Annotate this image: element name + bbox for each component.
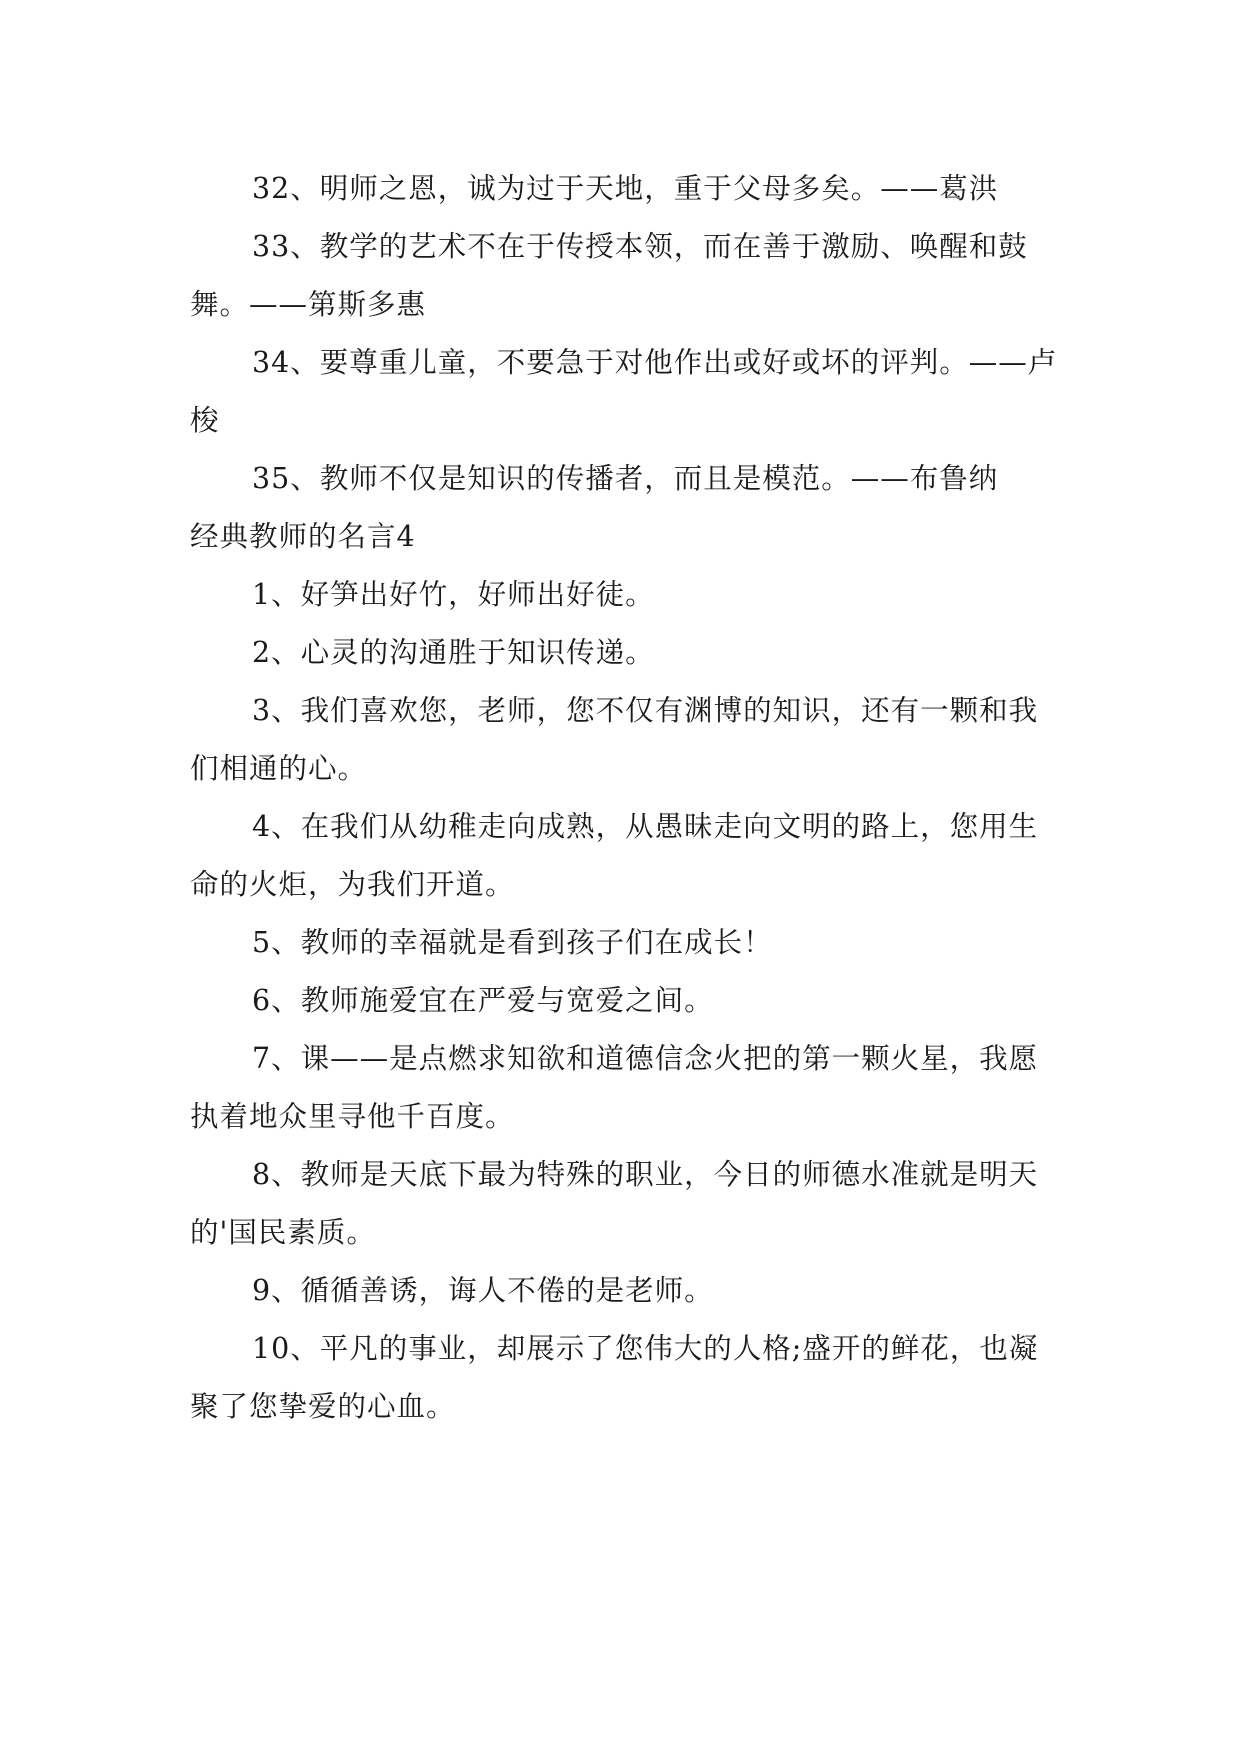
section-title: 经典教师的名言4: [190, 520, 416, 553]
quote-paragraph: 1、好笋出好竹，好师出好徒。: [252, 578, 655, 611]
quote-paragraph: 5、教师的幸福就是看到孩子们在成长！: [252, 926, 773, 959]
quote-paragraph: 35、教师不仅是知识的传播者，而且是模范。——布鲁纳: [252, 462, 999, 495]
quote-paragraph: 33、教学的艺术不在于传授本领，而在善于激励、唤醒和鼓舞。——第斯多惠: [190, 230, 1028, 321]
document-body: [190, 160, 1060, 1436]
quote-paragraph: 32、明师之恩，诚为过于天地，重于父母多矣。——葛洪: [252, 172, 999, 205]
quote-paragraph: 7、课——是点燃求知欲和道德信念火把的第一颗火星，我愿执着地众里寻他千百度。: [190, 1042, 1039, 1133]
quote-paragraph: 8、教师是天底下最为特殊的职业，今日的师德水准就是明天的'国民素质。: [190, 1158, 1039, 1249]
quote-paragraph: 3、我们喜欢您，老师，您不仅有渊博的知识，还有一颗和我们相通的心。: [190, 694, 1039, 785]
quote-paragraph: 4、在我们从幼稚走向成熟，从愚昧走向文明的路上，您用生命的火炬，为我们开道。: [190, 810, 1039, 901]
quote-paragraph: 6、教师施爱宜在严爱与宽爱之间。: [252, 984, 714, 1017]
quote-paragraph: 2、心灵的沟通胜于知识传递。: [252, 636, 655, 669]
quote-paragraph: 34、要尊重儿童，不要急于对他作出或好或坏的评判。——卢梭: [190, 346, 1058, 437]
quote-paragraph: 9、循循善诱，诲人不倦的是老师。: [252, 1274, 714, 1307]
quote-paragraph: 10、平凡的事业，却展示了您伟大的人格;盛开的鲜花，也凝聚了您挚爱的心血。: [190, 1332, 1039, 1423]
